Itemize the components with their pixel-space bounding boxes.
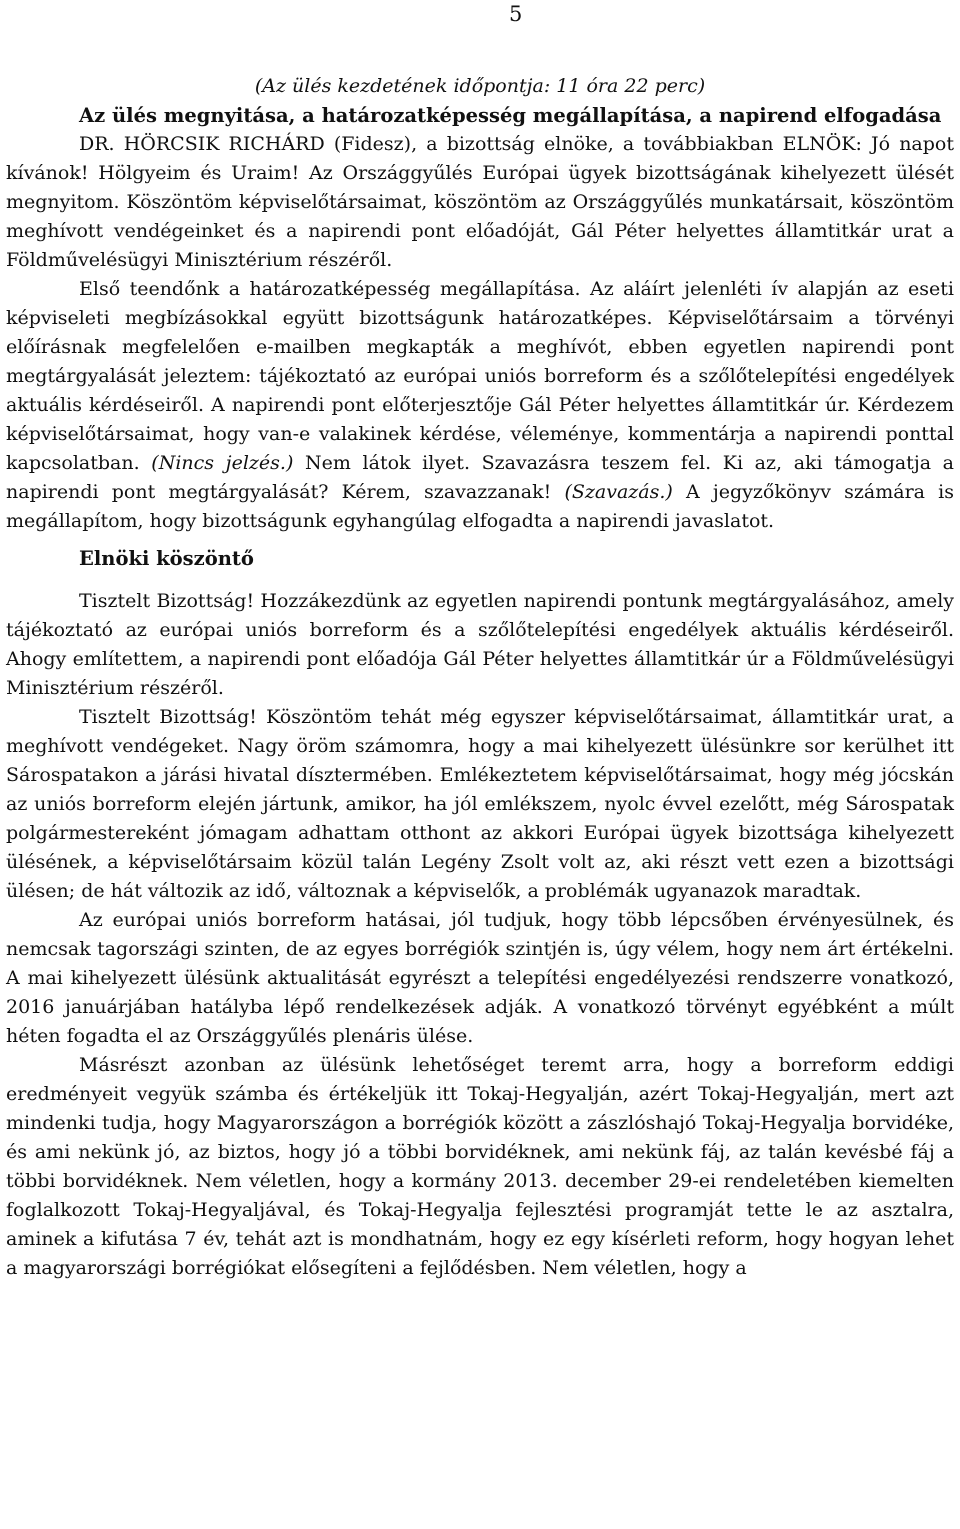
paragraph-text: Az európai uniós borreform hatásai, jól tudjuk, hogy több lépcsőben érvényesülnek, és nemcsak tagországi szinten, de az egyes borrégiók szintjén is, úgy vélem, hogy nem árt értékelni. A mai kihelyezett ülésünk aktualitását egyrészt a telepítési engedélyezési rendszerre vonatkozó, 2016 januárjában hatályba lépő rendelkezések adják. A vonatkozó törvényt egyébként a múlt héten fogadta el az Országgyűlés plenáris ülése.: [6, 909, 954, 1047]
stage-direction-vote: (Szavazás.): [564, 481, 673, 503]
paragraph-welcome-2: [6, 703, 954, 906]
paragraph-text: Tisztelt Bizottság! Hozzákezdünk az egyetlen napirendi pontunk megtárgyalásához, amely tájékoztató az európai uniós borreform és a szőlőtelepítési engedélyek aktuális kérdéseiről. Ahogy említettem, a napirendi pont előadója Gál Péter helyettes államtitkár úr a Földművelésügyi Minisztérium részéről.: [6, 590, 954, 699]
paragraph-text: Tisztelt Bizottság! Köszöntöm tehát még egyszer képviselőtársaimat, államtitkár urat, a meghívott vendégeket. Nagy öröm számomra, hogy a mai kihelyezett ülésünkre sor kerülhet itt Sárospatakon a járási hivatal dísztermében. Emlékeztetem képviselőtársaimat, hogy még jócskán az uniós borreform elején jártunk, amikor, ha jól emlékszem, nyolc évvel ezelőtt, még Sárospatak polgármestereként jómagam adhattam otthont az akkori Európai ügyek bizottsága kihelyezett ülésének, a képviselőtársaim közül talán Legény Zsolt volt az, aki részt vett ezen a bizottsági ülésen; de hát változik az idő, változnak a képviselők, a problémák ugyanazok maradtak.: [6, 706, 954, 902]
section-heading-welcome: Elnöki köszöntő: [79, 547, 254, 570]
paragraph-welcome-1: [6, 587, 954, 703]
stage-direction-no-signal: (Nincs jelzés.): [151, 452, 294, 474]
paragraph-text: Első teendőnk a határozatképesség megállapítása. Az aláírt jelenléti ív alapján az eseti képviseleti megbízásokkal együtt bizottságunk határozatképes. Képviselőtársaim a törvényi előírásnak megfelelően e-mailben megkapták a meghívót, ebben egyetlen napirendi pont megtárgyalását jeleztem: tájékoztató az európai uniós borreform és a szőlőtelepítési engedélyek aktuális kérdéseiről. A napirendi pont előterjesztője Gál Péter helyettes államtitkár úr. Kérdezem képviselőtársaimat, hogy van-e valakinek kérdése, véleménye, kommentárja a napirendi ponttal kapcsolatban.: [6, 278, 954, 474]
paragraph-chair-opening: [6, 130, 954, 275]
paragraph-quorum: [6, 275, 954, 536]
page-number: 5: [509, 2, 523, 26]
paragraph-text: Nem látok ilyet. Szavazásra teszem fel. Ki az, aki támogatja a napirendi pont megtárgyalását? Kérem, szavazzanak!: [6, 452, 955, 503]
section-heading-agenda: Az ülés megnyitása, a határozatképesség megállapítása, a napirend elfogadása: [79, 104, 942, 127]
paragraph-text: A jegyzőkönyv számára is megállapítom, hogy bizottságunk egyhangúlag elfogadta a napirendi javaslatot.: [6, 481, 955, 532]
transcript-body: [6, 72, 954, 1283]
paragraph-text: DR. HÖRCSIK RICHÁRD (Fidesz), a bizottság elnöke, a továbbiakban ELNÖK: Jó napot kívánok! Hölgyeim és Uraim! Az Országgyűlés Európai ügyek bizottságának kihelyezett ülését megnyitom. Köszöntöm képviselőtársaimat, köszöntöm az Országgyűlés munkatársait, köszöntöm meghívott vendégeinket és a napirendi pont előadóját, Gál Péter helyettes államtitkár urat a Földművelésügyi Minisztérium részéről.: [6, 133, 954, 271]
paragraph-text: Másrészt azonban az ülésünk lehetőséget teremt arra, hogy a borreform eddigi eredményeit vegyük számba és értékeljük itt Tokaj-Hegyalján, azért Tokaj-Hegyalján, mert azt mindenki tudja, hogy Magyarországon a borrégiók között a zászlóshajó Tokaj-Hegyalja borvidéke, és ami nekünk jó, az biztos, hogy jó a többi borvidéknek, ami nekünk fáj, az talán kevésbé fáj a többi borvidéknek. Nem véletlen, hogy a kormány 2013. december 29-ei rendeletében kiemelten foglalkozott Tokaj-Hegyaljával, és Tokaj-Hegyalja fejlesztési programját tette le az asztalra, aminek a kifutása 7 év, tehát azt is mondhatnám, hogy ez egy kísérleti reform, hogy hogyan lehet a magyarországi borrégiókat elősegíteni a fejlődésben. Nem véletlen, hogy a: [6, 1054, 954, 1279]
paragraph-welcome-3: [6, 906, 954, 1051]
paragraph-welcome-4: [6, 1051, 954, 1283]
session-opening-time: (Az ülés kezdetének időpontja: 11 óra 22 perc): [254, 75, 706, 97]
